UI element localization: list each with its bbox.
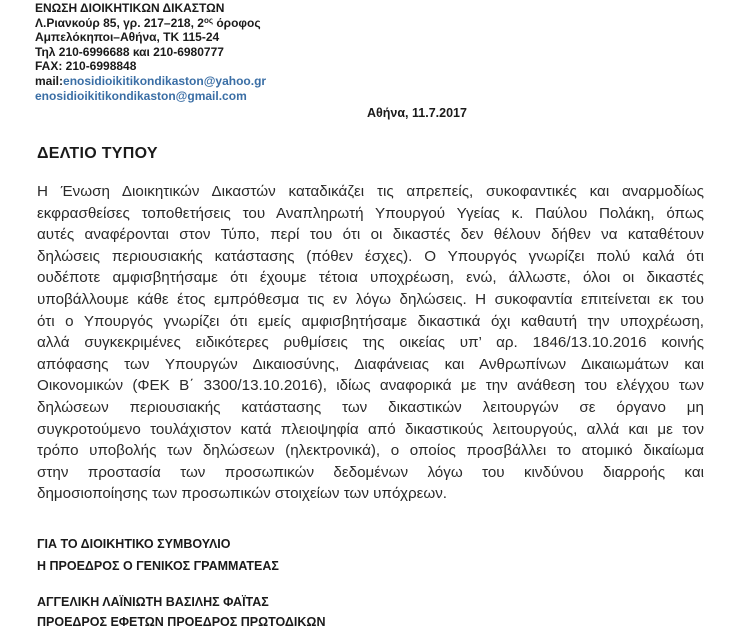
mail-line [35,74,266,89]
mail-label: mail: [35,73,64,88]
body-line: εκφρασθείσες τοποθετήσεις του Αναπληρωτή Υπουργού Υγείας κ. Παύλου Πολάκη, όπως [37,204,704,222]
press-release-date: Αθήνα, 11.7.2017 [367,106,467,120]
body-line: υποβάλλουμε κάθε έτος εμπρόθεσμα τις εν λόγω δηλώσεις. Η συκοφαντία επιτείνεται εκ του [37,290,704,308]
body-line: δηλώσεις περιουσιακής κατάστασης (πόθεν έσχες). Ο Υπουργός γνωρίζει πολύ καλά ότι [37,247,704,265]
signature-board: ΓΙΑ ΤΟ ΔΙΟΙΚΗΤΙΚΟ ΣΥΜΒΟΥΛΙΟ [37,537,231,551]
body-line: αλλά συγκεκριμένες ειδικότερες ρυθμίσεις της οικείας υπ’ αρ. 1846/13.10.2016 κοινής [37,334,704,352]
org-name: ΕΝΩΣΗ ΔΙΟΙΚΗΤΙΚΩΝ ΔΙΚΑΣΤΩΝ [35,1,225,15]
signature-roles: Η ΠΡΟΕΔΡΟΣ Ο ΓΕΝΙΚΟΣ ΓΡΑΜΜΑΤΕΑΣ [37,559,279,573]
body-line: αυτές αναφέρονται στον Τύπο, περί του ότι οι δικαστές δεν θέλουν δήθεν να καταθέτουν [37,226,704,244]
mail-line-2 [35,89,266,104]
body-line: Η Ένωση Διοικητικών Δικαστών καταδικάζει τις απρεπείς, συκοφαντικές και αναρμοδίως [37,183,704,200]
press-release-title: ΔΕΛΤΙΟ ΤΥΠΟΥ [37,145,158,162]
press-release-body [37,181,704,505]
body-line: δηλώσεων περιουσιακής κατάστασης των δικαστικών λειτουργών σε όργανο μη [37,398,704,416]
floor-superscript: ος [203,15,213,25]
body-line: απόφασης των Υπουργών Δικαιοσύνης, Διαφάνειας και Ανθρωπίνων Δικαιωμάτων και [37,355,704,373]
letterhead [35,1,266,103]
address-line [35,16,266,31]
body-line: συγκροτούμενο τουλάχιστον κατά πλειοψηφία από δικαστικούς λειτουργούς, αλλά και με τον [37,420,704,438]
address-suffix: όροφος [212,15,261,30]
signature-titles: ΠΡΟΕΔΡΟΣ ΕΦΕΤΩΝ ΠΡΟΕΔΡΟΣ ΠΡΩΤΟΔΙΚΩΝ [37,615,326,626]
email-link-gmail[interactable]: enosidioikitikondikaston@gmail.com [35,88,247,103]
body-line: στην προστασία των προσωπικών δεδομένων λόγω του κινδύνου διαρροής και [37,463,704,481]
email-link-yahoo[interactable]: enosidioikitikondikaston@yahoo.gr [63,73,267,88]
body-line: ότι ο Υπουργός γνωρίζει ότι εμείς αμφισβητήσαμε δικαστικά όχι καθαυτή την υποχρέωση, [37,312,704,330]
body-line: δημοσιοποίησης των προσωπικών στοιχείων των υπόχρεων. [37,485,448,503]
signature-names: ΑΓΓΕΛΙΚΗ ΛΑΪΝΙΩΤΗ ΒΑΣΙΛΗΣ ΦΑΪΤΑΣ [37,595,269,609]
phone-line: Τηλ 210-6996688 και 210-6980777 [35,44,224,59]
fax-line: FAX: 210-6998848 [35,59,137,74]
address-main: Λ.Ριανκούρ 85, γρ. 217–218, 2 [35,15,204,30]
body-line: Οικονομικών (ΦΕΚ Β΄ 3300/13.10.2016), ιδίως αναφορικά με την ανάθεση του ελέγχου των [37,377,704,395]
body-line: ουδέποτε αμφισβητήσαμε ότι έχουμε τέτοια υποχρέωση, ενώ, άλλωστε, όλοι οι δικαστές [37,269,704,287]
area-line: Αμπελόκηποι–Αθήνα, ΤΚ 115-24 [35,30,220,45]
body-line: τρόπο υποβολής των δηλώσεων (ηλεκτρονικά), ο οποίος προσβάλλει το ατομικό δικαίωμα [37,442,704,460]
